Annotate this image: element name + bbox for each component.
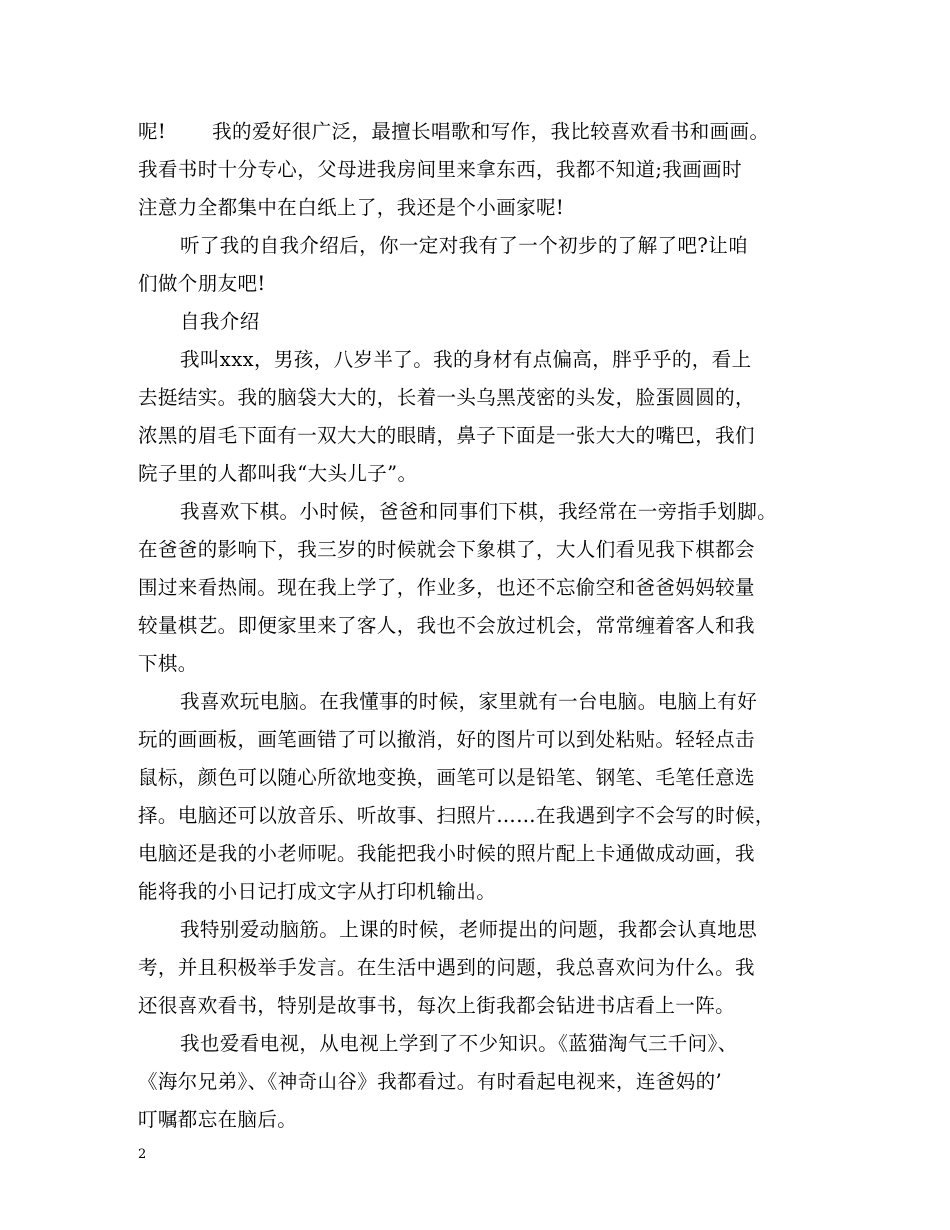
text-line: 电脑还是我的小老师呢。我能把我小时候的照片配上卡通做成动画，我 <box>138 842 755 865</box>
text-line: 玩的画画板，画笔画错了可以撤消，好的图片可以到处粘贴。轻轻点击 <box>138 728 755 751</box>
text-line: 浓黑的眉毛下面有一双大大的眼睛，鼻子下面是一张大大的嘴巴，我们 <box>138 424 755 447</box>
paragraph-start: 我叫xxx，男孩，八岁半了。我的身材有点偏高，胖乎乎的，看上 <box>180 348 752 371</box>
text-line: 去挺结实。我的脑袋大大的，长着一头乌黑茂密的头发，脸蛋圆圆的， <box>138 386 755 409</box>
text-line: 们做个朋友吧! <box>138 272 266 295</box>
paragraph-start: 我也爱看电视，从电视上学到了不少知识。《蓝猫淘气三千问》、 <box>180 1032 738 1055</box>
text-line: 能将我的小日记打成文字从打印机输出。 <box>138 880 497 903</box>
text-line: 注意力全都集中在白纸上了，我还是个小画家呢! <box>138 196 565 219</box>
paragraph-start: 听了我的自我介绍后，你一定对我有了一个初步的了解了吧?让咱 <box>180 234 749 257</box>
text-line: 叮嘱都忘在脑后。 <box>138 1108 298 1131</box>
body-text <box>138 113 838 1139</box>
text-line: 下棋。 <box>138 652 198 675</box>
text-line <box>138 113 838 151</box>
paragraph-start: 我喜欢下棋。小时候，爸爸和同事们下棋，我经常在一旁指手划脚。 <box>180 500 778 523</box>
text-line: 较量棋艺。即便家里来了客人，我也不会放过机会，常常缠着客人和我 <box>138 614 755 637</box>
paragraph-start: 我特别爱动脑筋。上课的时候，老师提出的问题，我都会认真地思 <box>180 918 758 941</box>
text-line: 择。电脑还可以放音乐、听故事、扫照片……在我遇到字不会写的时候， <box>138 804 775 827</box>
text-line: 围过来看热闹。现在我上学了，作业多，也还不忘偷空和爸爸妈妈较量 <box>138 576 755 599</box>
text-line-prefix: 呢! <box>138 120 167 143</box>
text-line: 我看书时十分专心，父母进我房间里来拿东西，我都不知道;我画画时 <box>138 158 742 181</box>
text-line: 考，并且积极举手发言。在生活中遇到的问题，我总喜欢问为什么。我 <box>138 956 755 979</box>
text-line: 鼠标，颜色可以随心所欲地变换，画笔可以是铅笔、钢笔、毛笔任意选 <box>138 766 755 789</box>
text-line: 院子里的人都叫我“大头儿子”。 <box>138 462 418 485</box>
page-number: 2 <box>138 1147 147 1162</box>
paragraph-start: 我喜欢玩电脑。在我懂事的时候，家里就有一台电脑。电脑上有好 <box>180 690 758 713</box>
text-line-content: 我的爱好很广泛，最擅长唱歌和写作，我比较喜欢看书和画画。 <box>212 120 770 143</box>
text-line: 在爸爸的影响下，我三岁的时候就会下象棋了，大人们看见我下棋都会 <box>138 538 755 561</box>
section-heading: 自我介绍 <box>180 310 260 333</box>
text-line: 《海尔兄弟》、《神奇山谷》我都看过。有时看起电视来，连爸妈的’ <box>138 1070 723 1093</box>
text-line: 还很喜欢看书，特别是故事书，每次上街我都会钻进书店看上一阵。 <box>138 994 736 1017</box>
